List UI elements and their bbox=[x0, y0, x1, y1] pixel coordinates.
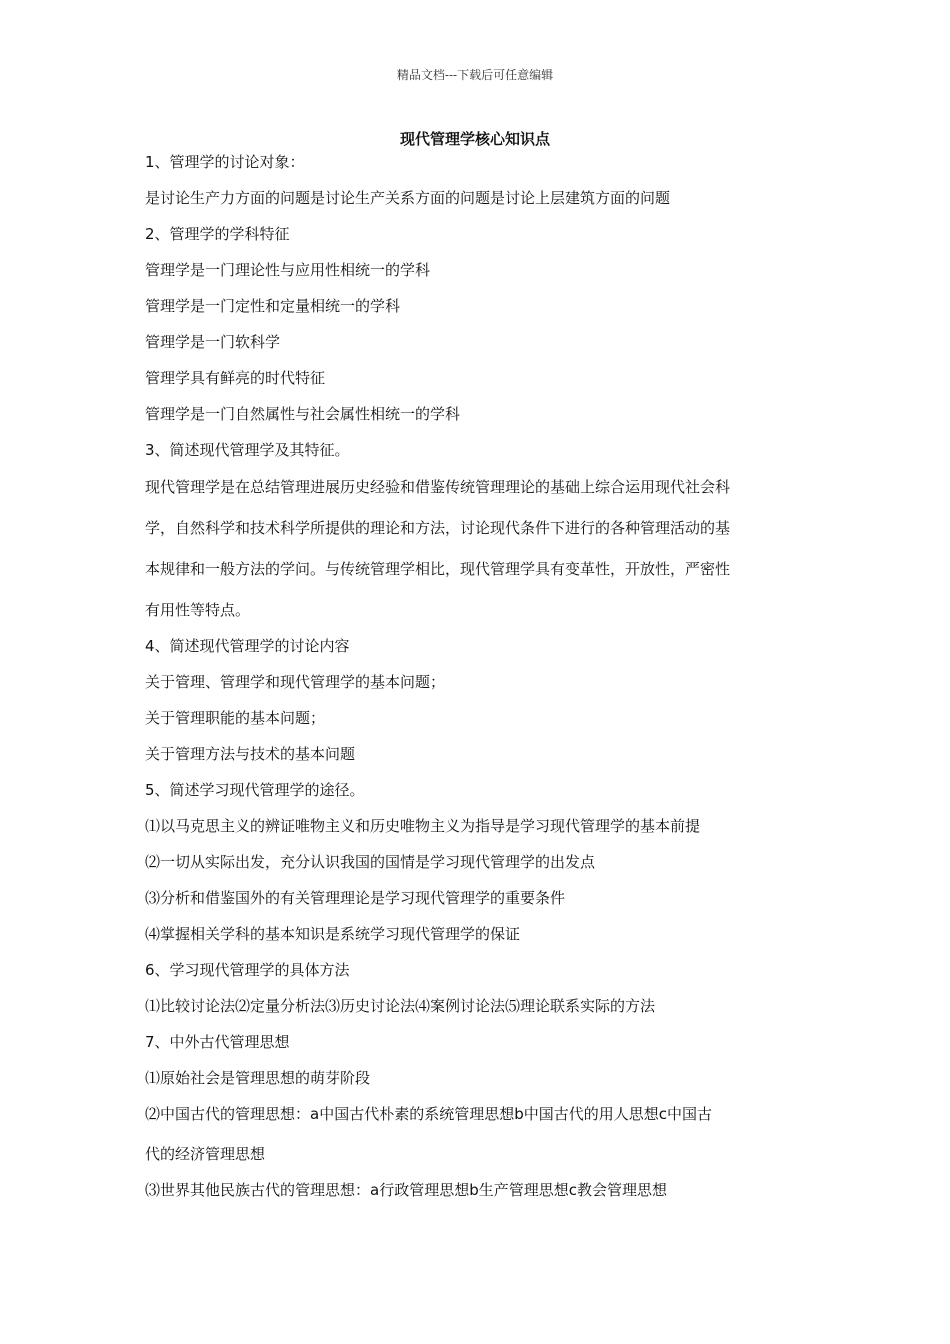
list-item: ⑷掌握相关学科的基本知识是系统学习现代管理学的保证 bbox=[145, 925, 521, 943]
section-heading: 2、管理学的学科特征 bbox=[145, 225, 290, 243]
paragraph-line: 管理学是一门理论性与应用性相统一的学科 bbox=[145, 261, 431, 279]
paragraph-line: 现代管理学是在总结管理进展历史经验和借鉴传统管理理论的基础上综合运用现代社会科 bbox=[145, 478, 731, 496]
list-item: ⑵一切从实际出发，充分认识我国的国情是学习现代管理学的出发点 bbox=[145, 853, 596, 871]
section-heading: 6、学习现代管理学的具体方法 bbox=[145, 961, 350, 979]
paragraph-line: 关于管理方法与技术的基本问题 bbox=[145, 745, 356, 763]
paragraph-line: 本规律和一般方法的学问。与传统管理学相比，现代管理学具有变革性，开放性，严密性 bbox=[145, 560, 731, 578]
paragraph-line: 管理学具有鲜亮的时代特征 bbox=[145, 369, 326, 387]
list-item: ⑴以马克思主义的辨证唯物主义和历史唯物主义为指导是学习现代管理学的基本前提 bbox=[145, 817, 701, 835]
section-heading: 7、中外古代管理思想 bbox=[145, 1033, 290, 1051]
document-header: 精品文档---下载后可任意编辑 bbox=[396, 68, 554, 82]
paragraph-line: 管理学是一门软科学 bbox=[145, 333, 281, 351]
section-heading: 5、简述学习现代管理学的途径。 bbox=[145, 781, 365, 799]
paragraph-line: 管理学是一门定性和定量相统一的学科 bbox=[145, 297, 401, 315]
paragraph-line: 关于管理职能的基本问题； bbox=[145, 709, 326, 727]
paragraph-line: 代的经济管理思想 bbox=[145, 1145, 266, 1163]
section-heading: 4、简述现代管理学的讨论内容 bbox=[145, 637, 350, 655]
list-item: ⑵中国古代的管理思想：a中国古代朴素的系统管理思想b中国古代的用人思想c中国古 bbox=[145, 1105, 712, 1123]
paragraph-line: 有用性等特点。 bbox=[145, 601, 251, 619]
list-item: ⑴比较讨论法⑵定量分析法⑶历史讨论法⑷案例讨论法⑸理论联系实际的方法 bbox=[145, 997, 656, 1015]
list-item: ⑴原始社会是管理思想的萌芽阶段 bbox=[145, 1069, 371, 1087]
section-heading: 3、简述现代管理学及其特征。 bbox=[145, 441, 350, 459]
document-title: 现代管理学核心知识点 bbox=[399, 130, 550, 148]
list-item: ⑶世界其他民族古代的管理思想：a行政管理思想b生产管理思想c教会管理思想 bbox=[145, 1181, 667, 1199]
list-item: ⑶分析和借鉴国外的有关管理理论是学习现代管理学的重要条件 bbox=[145, 889, 566, 907]
paragraph-line: 关于管理、管理学和现代管理学的基本问题； bbox=[145, 673, 446, 691]
paragraph-line: 是讨论生产力方面的问题是讨论生产关系方面的问题是讨论上层建筑方面的问题 bbox=[145, 189, 671, 207]
paragraph-line: 学，自然科学和技术科学所提供的理论和方法，讨论现代条件下进行的各种管理活动的基 bbox=[145, 519, 731, 537]
section-heading: 1、管理学的讨论对象： bbox=[145, 153, 305, 171]
paragraph-line: 管理学是一门自然属性与社会属性相统一的学科 bbox=[145, 405, 461, 423]
